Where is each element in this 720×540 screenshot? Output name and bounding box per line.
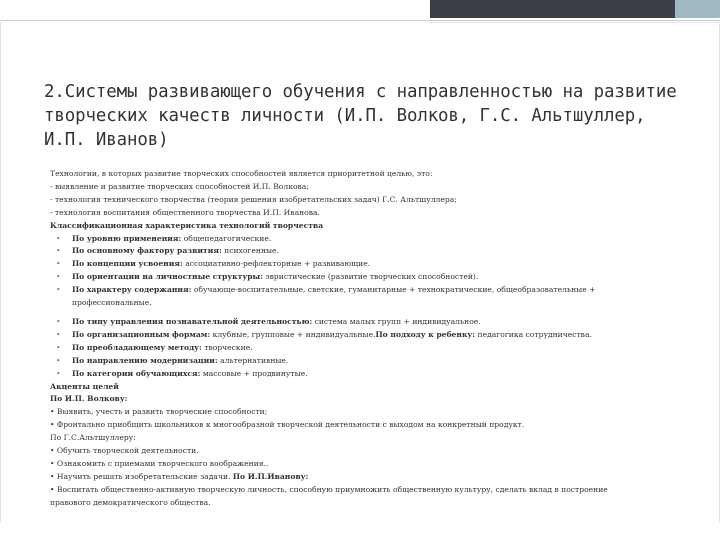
classification-label: По категории обучающихся: — [72, 368, 201, 378]
list-item: - технология воспитания общественного творчества И.П. Иванова. — [50, 207, 320, 217]
classification-value: эвристические (развитие творческих способностей). — [262, 272, 479, 282]
altshuller-item: • Ознакомить с приемами творческого воображения.. — [50, 458, 269, 468]
classification-value: система малых групп + индивидуальное. — [312, 316, 481, 326]
classification-label: По ориентации на личностные структуры: — [72, 272, 263, 282]
bullet-mark: • — [56, 342, 61, 352]
slide-title: 2.Системы развивающего обучения с направленностью на развитие творческих качеств личности (И.П. Волков, Г.С. Альтшуллер, И.П. Иванов) — [44, 82, 677, 150]
accents-heading: Акценты целей — [50, 381, 119, 391]
classification-label: По типу управления познавательной деятельностью: — [72, 316, 313, 326]
slide-body — [50, 168, 680, 510]
classification-label: По направлению модернизации: — [72, 355, 218, 365]
classification-item — [50, 329, 680, 342]
classification-value: клубные, групповые + индивидуальные. — [210, 329, 376, 339]
classification-item — [50, 271, 680, 284]
altshuller-heading: По Г.С.Альтшуллеру: — [50, 433, 136, 443]
bullet-mark: • — [56, 285, 61, 295]
bullet-mark: • — [56, 329, 61, 339]
bullet-mark: • — [56, 246, 61, 256]
altshuller-item: • Обучить творческой деятельности. — [50, 446, 199, 456]
altshuller-item-text: • Научить решать изобретательские задачи. — [50, 471, 231, 481]
classification-value: общепедагогические. — [181, 233, 272, 243]
bullet-mark: • — [56, 368, 61, 378]
left-border — [0, 22, 1, 522]
top-divider — [0, 20, 720, 21]
ivanov-heading: По И.П.Иванову: — [232, 471, 309, 481]
ivanov-item: • Воспитать общественно-активную творческую личность, способную приумножить общественную культуру, сделать вклад в построение правового демократического общества. — [50, 484, 608, 507]
classification-value: творческие. — [201, 342, 253, 352]
top-bar-accent-block — [675, 0, 720, 18]
volkov-item: • Выявить, учесть и развить творческие способности; — [50, 407, 268, 417]
slide-top-bar — [0, 0, 720, 18]
intro-text: Технологии, в которых развитие творческих способностей является приоритетной целью, это: — [50, 169, 433, 178]
bullet-mark: • — [56, 355, 61, 365]
classification-value: ассоциативно-рефлекторные + развивающие. — [182, 259, 371, 269]
top-bar-dark-block — [430, 0, 675, 18]
classification-item — [50, 245, 680, 258]
classification-label: По организационным формам: — [72, 329, 211, 339]
classification-item — [50, 368, 680, 381]
bullet-mark: • — [56, 272, 61, 282]
volkov-heading: По И.П. Волкову: — [50, 394, 128, 404]
classification-value: обучающе-воспитательные, светские, гуманитарные + технократические, общеобразовательные + профессиональные. — [72, 285, 596, 308]
classification-label: По концепции усвоения: — [72, 259, 183, 269]
classification-value: педагогика сотрудничества. — [475, 329, 592, 339]
classification-label: По подходу к ребенку: — [375, 329, 476, 339]
list-item: - выявление и развитие творческих способностей И.П. Волкова; — [50, 181, 309, 191]
classification-label: По основному фактору развития: — [72, 246, 222, 256]
bullet-mark: • — [56, 316, 61, 326]
top-divider-secondary — [430, 22, 720, 23]
classification-value: альтернативные. — [217, 355, 289, 365]
classification-item — [50, 342, 680, 355]
volkov-item: • Фронтально приобщить школьников к многообразной творческой деятельности с выходом на конкретный продукт. — [50, 420, 525, 430]
classification-heading: Классификационная характеристика технологий творчества — [50, 220, 324, 230]
classification-item — [50, 284, 637, 310]
list-item: - технология технического творчества (теория решения изобретательских задач) Г.С. Альтшуллера; — [50, 194, 457, 204]
classification-value: массовые + продвинутые. — [200, 368, 308, 378]
classification-item — [50, 258, 680, 271]
classification-value: психогенные. — [221, 246, 279, 256]
classification-label: По характеру содержания: — [72, 285, 192, 295]
classification-label: По преобладающему методу: — [72, 342, 202, 352]
altshuller-item — [50, 471, 680, 484]
classification-item — [50, 233, 680, 246]
bullet-mark: • — [56, 233, 61, 243]
classification-item — [50, 316, 680, 329]
classification-label: По уровню применения: — [72, 233, 182, 243]
classification-item — [50, 355, 680, 368]
bullet-mark: • — [56, 259, 61, 269]
